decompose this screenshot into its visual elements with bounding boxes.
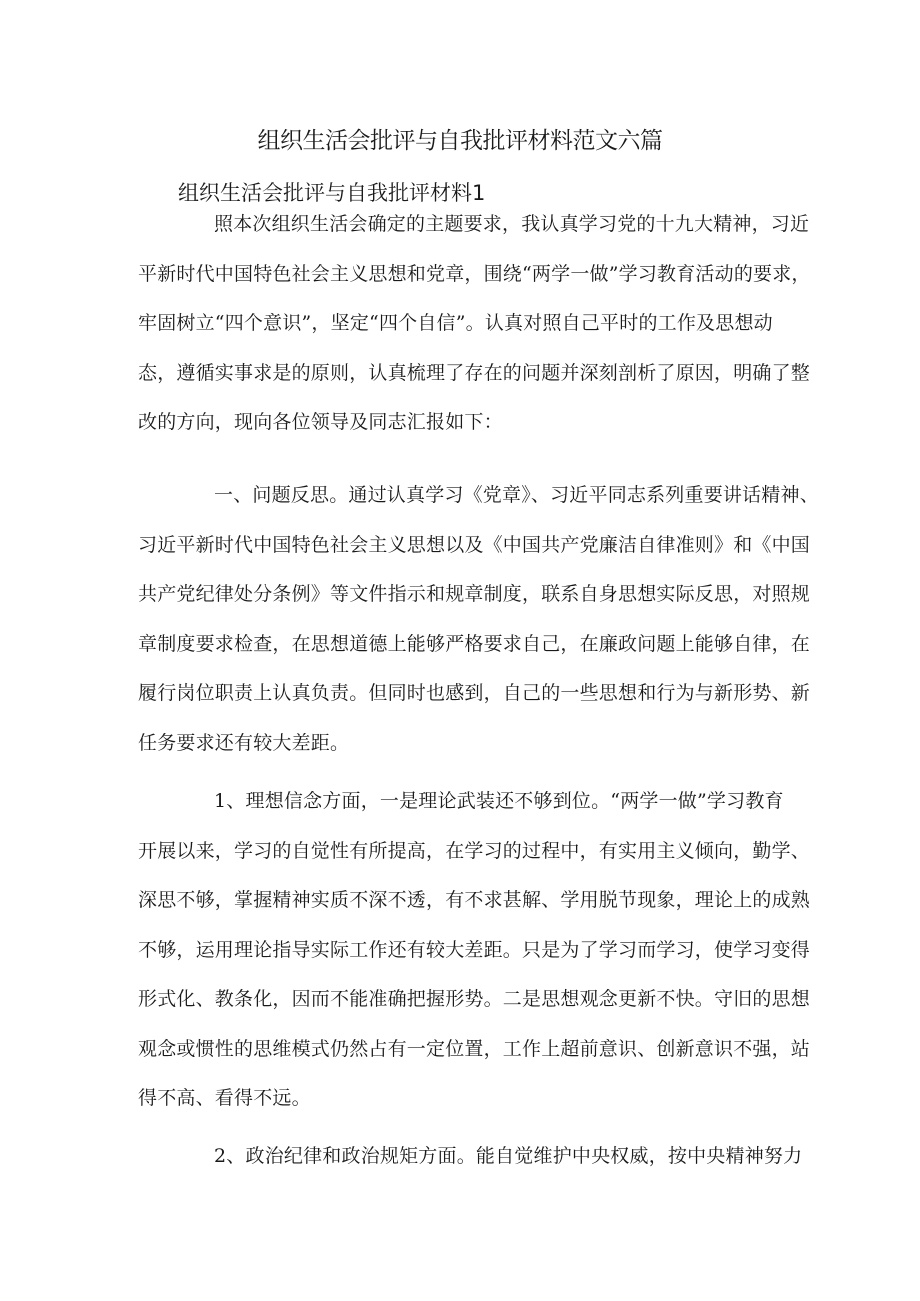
paragraph-line: 履行岗位职责上认真负责。但同时也感到，自己的一些思想和行为与新形势、新 — [138, 682, 811, 704]
paragraph-line: 平新时代中国特色社会主义思想和党章，围绕“两学一做”学习教育活动的要求， — [138, 262, 811, 285]
paragraph-problem-reflection — [138, 471, 819, 768]
paragraph-line: 改的方向，现向各位领导及同志汇报如下： — [138, 411, 503, 433]
paragraph-line: 形式化、教条化，因而不能准确把握形势。二是思想观念更新不快。守旧的思想 — [138, 988, 811, 1010]
paragraph-line: 深思不够，掌握精神实质不深不透，有不求甚解、学用脱节现象，理论上的成熟 — [138, 889, 811, 911]
paragraph-political-discipline — [138, 1132, 803, 1182]
paragraph-line: 任务要求还有较大差距。 — [138, 731, 350, 754]
paragraph-line: 2、政治纪律和政治规矩方面。能自觉维护中央权威，按中央精神努力 — [214, 1145, 803, 1167]
paragraph-line: 观念或惯性的思维模式仍然占有一定位置，工作上超前意识、创新意识不强，站 — [138, 1037, 811, 1060]
paragraph-line: 一、问题反思。通过认真学习《党章》、习近平同志系列重要讲话精神、 — [214, 484, 819, 506]
paragraph-line: 得不高、看得不远。 — [138, 1087, 311, 1109]
document-title: 组织生活会批评与自我批评材料范文六篇 — [257, 128, 663, 154]
paragraph-line: 态，遵循实事求是的原则，认真梳理了存在的问题并深刻剖析了原因，明确了整 — [138, 361, 811, 384]
paragraph-line: 开展以来，学习的自觉性有所提高，在学习的过程中，有实用主义倾向，勤学、 — [138, 839, 811, 862]
paragraph-line: 共产党纪律处分条例》等文件指示和规章制度，联系自身思想实际反思，对照规 — [138, 583, 811, 605]
paragraph-line: 1、理想信念方面，一是理论武装还不够到位。“两学一做”学习教育 — [214, 790, 784, 812]
paragraph-line: 不够，运用理论指导实际工作还有较大差距。只是为了学习而学习，使学习变得 — [138, 938, 811, 961]
paragraph-ideals-beliefs — [138, 777, 811, 1124]
paragraph-intro — [138, 200, 811, 448]
paragraph-line: 牢固树立“四个意识”，坚定“四个自信”。认真对照自己平时的工作及思想动 — [138, 312, 773, 334]
paragraph-line: 习近平新时代中国特色社会主义思想以及《中国共产党廉洁自律准则》和《中国 — [138, 533, 811, 556]
paragraph-line: 章制度要求检查，在思想道德上能够严格要求自己，在廉政问题上能够自律，在 — [138, 632, 811, 655]
section-heading: 组织生活会批评与自我批评材料1 — [178, 181, 486, 205]
paragraph-line: 照本次组织生活会确定的主题要求，我认真学习党的十九大精神，习近 — [214, 213, 810, 235]
